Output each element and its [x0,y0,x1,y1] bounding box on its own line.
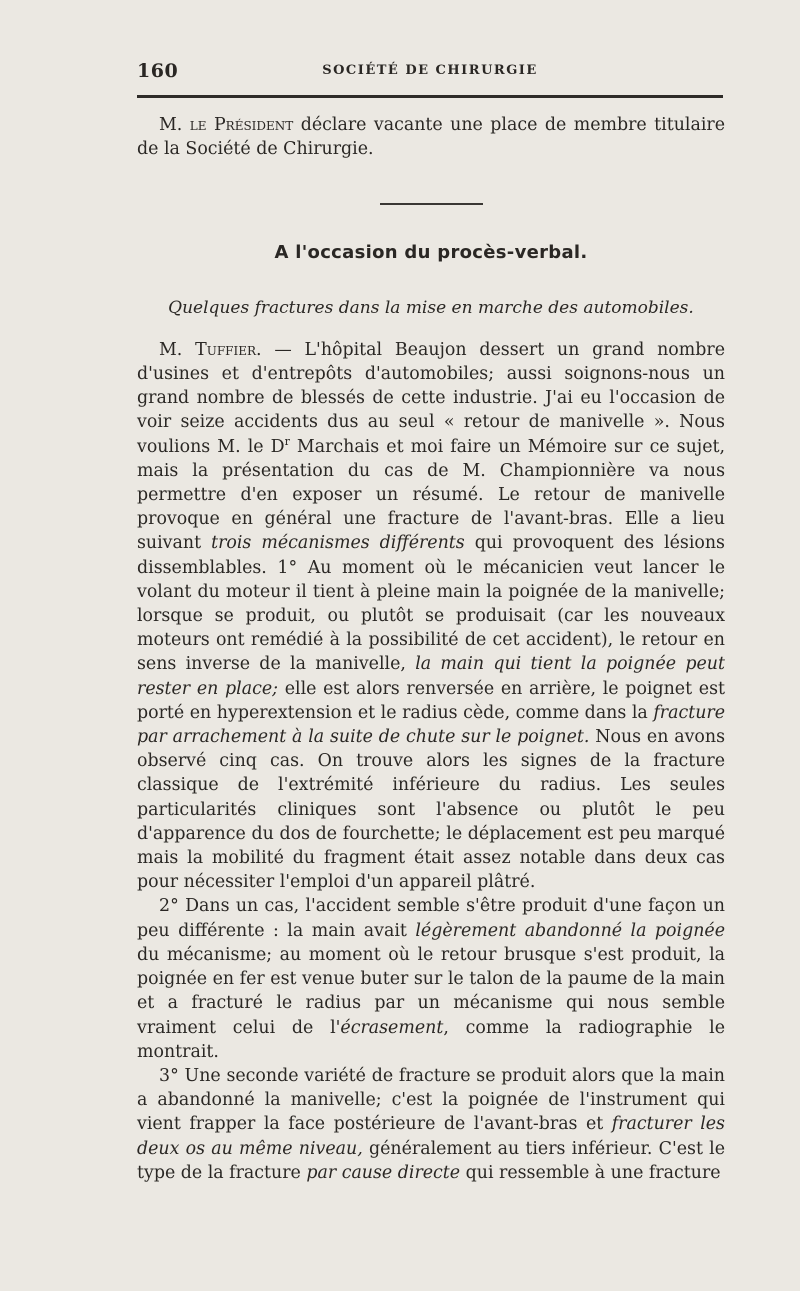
p1-text-3: qui provoquent des lésions dissemblables. 1° Au moment où le mécanicien veut lancer le volant du moteur il tient à pleine main la poignée de la manivelle; lorsque se produit, ou plutôt se produisait (car les nouveaux moteurs ont remédié à la possibilité de cet accident), le retour en sens inverse de la manivelle, [137,533,725,675]
p3-text-2: généralement au tiers inférieur. C'est le type de la fracture [137,1138,726,1183]
announcement-speaker: M. le Président [159,115,294,135]
speaker-name: M. Tuffier. [159,339,262,360]
doctor-abbrev-sup: r [284,434,290,448]
p3-text-3: qui ressemble à une fracture [460,1162,721,1183]
p2-text-3: , comme la radiographie le montrait. [137,1017,725,1062]
p2-text-1: 2° Dans un cas, l'accident semble s'être produit d'une façon un peu différente : la main avait [137,896,725,941]
paragraph-2 [137,894,725,1063]
p1-italic-2: la main qui tient la poignée peut rester en place; [137,654,725,699]
p2-text-2: du mécanisme; au moment où le retour brusque s'est produit, la poignée en fer est venue buter sur le talon de la paume de la main et a fracturé le radius par un mécanisme qui nous semble vraiment celui de l' [137,944,725,1038]
body-text [137,113,725,1185]
p1-italic-3: fracture par arrachement à la suite de chute sur le poignet. [137,702,725,748]
p1-text-2: Marchais et moi faire un Mémoire sur ce sujet, mais la présentation du cas de M. Championnière va nous permettre d'en exposer un résumé. Le retour de manivelle provoque en général une fracture de l'avant-bras. Elle a lieu suivant [137,436,725,554]
p2-italic-2: écrasement [340,1017,444,1038]
announcement-text: déclare vacante une place de membre titulaire de la Société de Chirurgie. [137,115,725,160]
p1-text-4: elle est alors renversée en arrière, le poignet est porté en hyperextension et le radius cède, comme dans la [137,678,726,723]
p1-italic-1: trois mécanismes différents [211,533,465,554]
section-divider [380,203,483,205]
p3-italic-2: par cause directe [306,1162,461,1183]
section-subtitle: Quelques fractures dans la mise en marche des automobiles. [168,297,694,318]
section-heading: A l'occasion du procès-verbal. [274,242,588,264]
p2-italic-1: légèrement abandonné la poignée [415,920,725,941]
p3-italic-1: fracturer les deux os au même niveau, [137,1114,725,1159]
page-number: 160 [137,60,179,82]
p3-text-1: 3° Une seconde variété de fracture se produit alors que la main a abandonné la manivelle; c'est la poignée de l'instrument qui vient frapper la face postérieure de l'avant-bras et [137,1065,725,1135]
paragraph-1 [137,338,725,895]
header-rule [137,95,723,98]
running-title: SOCIÉTÉ DE CHIRURGIE [322,63,538,78]
paragraph-3 [137,1064,725,1185]
page-header [137,60,723,84]
p1-text-5: Nous en avons observé cinq cas. On trouve alors les signes de la fracture classique de l'extrémité inférieure du radius. Les seules particularités cliniques sont l'absence ou plutôt le peu d'apparence du dos de fourchette; le déplacement est peu marqué mais la mobilité du fragment était assez notable dans deux cas pour nécessiter l'emploi d'un appareil plâtré. [137,727,725,893]
p1-text-1: — L'hôpital Beaujon dessert un grand nombre d'usines et d'entrepôts d'automobiles; aussi soignons-nous un grand nombre de blessés de cette industrie. J'ai eu l'occasion de voir seize accidents dus au seul « retour de manivelle ». Nous voulions M. le D [137,339,725,457]
announcement-paragraph [137,113,725,161]
